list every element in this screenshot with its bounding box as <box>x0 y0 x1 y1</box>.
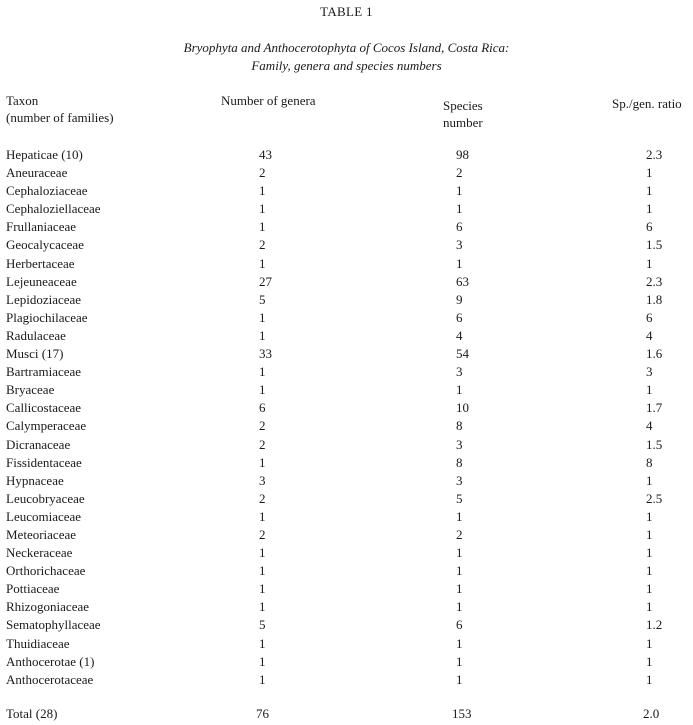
cell-genera: 2 <box>259 165 266 181</box>
cell-taxon: Orthorichaceae <box>6 563 86 579</box>
cell-species: 1 <box>456 581 463 597</box>
cell-taxon: Anthocerotaceae <box>6 671 94 687</box>
cell-taxon: Aneuraceae <box>6 165 68 181</box>
cell-ratio: 3 <box>646 364 653 380</box>
table-row <box>0 616 693 634</box>
table-number: TABLE 1 <box>320 4 373 19</box>
cell-genera: 1 <box>259 635 266 651</box>
cell-species: 3 <box>456 237 463 253</box>
cell-genera: 3 <box>259 472 266 488</box>
cell-ratio: 1.5 <box>646 237 663 253</box>
cell-genera: 2 <box>259 526 266 542</box>
table-row <box>0 200 693 218</box>
table-body <box>0 146 693 689</box>
cell-taxon: Leucomiaceae <box>6 508 82 524</box>
cell-genera: 1 <box>259 454 266 470</box>
cell-taxon: Herbertaceae <box>6 255 75 271</box>
cell-species: 1 <box>456 599 463 615</box>
table-row <box>0 345 693 363</box>
cell-genera: 2 <box>259 418 266 434</box>
header-ratio: Sp./gen. ratio <box>612 96 682 111</box>
table-row <box>0 291 693 309</box>
cell-ratio: 1 <box>646 599 653 615</box>
cell-ratio: 6 <box>646 219 653 235</box>
table-row <box>0 164 693 182</box>
cell-ratio: 1.5 <box>646 436 663 452</box>
cell-taxon: Bryaceae <box>6 382 55 398</box>
cell-species: 1 <box>456 545 463 561</box>
header-species <box>443 97 523 131</box>
cell-ratio: 2.3 <box>646 147 663 162</box>
cell-species: 1 <box>456 653 463 669</box>
cell-ratio: 1 <box>646 165 653 181</box>
cell-species: 1 <box>456 635 463 651</box>
table-row <box>0 146 693 164</box>
table-caption-line2: Family, genera and species numbers <box>251 58 442 73</box>
cell-species: 5 <box>456 490 463 506</box>
cell-species: 3 <box>456 472 463 488</box>
cell-taxon: Hypnaceae <box>6 472 64 488</box>
table-row <box>0 526 693 544</box>
table-row <box>0 236 693 254</box>
cell-taxon: Calymperaceae <box>6 418 87 434</box>
table-row <box>0 436 693 454</box>
cell-genera: 43 <box>259 147 272 162</box>
header-taxon-line1: Taxon <box>6 93 39 108</box>
cell-genera: 1 <box>259 201 266 217</box>
table-row <box>0 218 693 236</box>
cell-ratio: 1.8 <box>646 291 663 307</box>
cell-species: 8 <box>456 454 463 470</box>
cell-species: 54 <box>456 346 469 362</box>
cell-ratio: 1 <box>646 653 653 669</box>
table-row <box>0 381 693 399</box>
cell-taxon: Lejeuneaceae <box>6 273 77 289</box>
cell-genera: 27 <box>259 273 272 289</box>
cell-species: 6 <box>456 617 463 633</box>
cell-taxon: Thuidiaceae <box>6 635 70 651</box>
cell-genera: 1 <box>259 671 266 687</box>
table-row <box>0 363 693 381</box>
cell-species: 2 <box>456 165 463 181</box>
cell-taxon: Radulaceae <box>6 327 66 343</box>
cell-species: 6 <box>456 309 463 325</box>
table-row <box>0 273 693 291</box>
cell-ratio: 1 <box>646 635 653 651</box>
cell-species: 9 <box>456 291 463 307</box>
cell-species: 63 <box>456 273 469 289</box>
cell-taxon: Rhizogoniaceae <box>6 599 90 615</box>
cell-genera: 1 <box>259 508 266 524</box>
cell-genera: 1 <box>259 183 266 199</box>
cell-ratio: 8 <box>646 454 653 470</box>
header-taxon <box>6 92 176 126</box>
table-row <box>0 417 693 435</box>
table-row <box>0 309 693 327</box>
table-row <box>0 472 693 490</box>
cell-species: 3 <box>456 436 463 452</box>
cell-taxon: Plagiochilaceae <box>6 309 88 325</box>
cell-species: 1 <box>456 201 463 217</box>
header-species-line1: Species <box>443 98 483 113</box>
cell-ratio: 1 <box>646 563 653 579</box>
cell-taxon: Callicostaceae <box>6 400 82 416</box>
cell-species: 6 <box>456 219 463 235</box>
cell-genera: 1 <box>259 581 266 597</box>
cell-species: 1 <box>456 563 463 579</box>
table-row <box>0 635 693 653</box>
cell-taxon: Anthocerotae (1) <box>6 653 95 669</box>
cell-ratio: 1 <box>646 472 653 488</box>
cell-species: 10 <box>456 400 469 416</box>
cell-taxon: Cephaloziellaceae <box>6 201 101 217</box>
cell-taxon: Dicranaceae <box>6 436 71 452</box>
cell-genera: 2 <box>259 490 266 506</box>
cell-taxon: Cephaloziaceae <box>6 183 88 199</box>
cell-genera: 2 <box>259 237 266 253</box>
cell-ratio: 1 <box>646 255 653 271</box>
table-row <box>0 508 693 526</box>
cell-genera: 6 <box>259 400 266 416</box>
cell-ratio: 1 <box>646 201 653 217</box>
cell-taxon: Frullaniaceae <box>6 219 77 235</box>
cell-taxon: Leucobryaceae <box>6 490 85 506</box>
cell-genera: 1 <box>259 382 266 398</box>
cell-ratio: 4 <box>646 418 653 434</box>
cell-taxon: Lepidoziaceae <box>6 291 82 307</box>
table-row <box>0 544 693 562</box>
cell-genera: 1 <box>259 563 266 579</box>
cell-ratio: 1 <box>646 581 653 597</box>
cell-taxon: Fissidentaceae <box>6 454 82 470</box>
cell-genera: 5 <box>259 617 266 633</box>
cell-ratio: 1 <box>646 382 653 398</box>
cell-taxon: Pottiaceae <box>6 581 60 597</box>
cell-species: 8 <box>456 418 463 434</box>
cell-species: 1 <box>456 671 463 687</box>
cell-taxon: Meteoriaceae <box>6 526 77 542</box>
table-row <box>0 182 693 200</box>
cell-ratio: 1 <box>646 183 653 199</box>
cell-genera: 5 <box>259 291 266 307</box>
cell-taxon: Hepaticae (10) <box>6 147 83 162</box>
table-row <box>0 653 693 671</box>
cell-ratio: 1 <box>646 545 653 561</box>
cell-species: 98 <box>456 147 469 162</box>
total-genera: 76 <box>256 706 269 721</box>
cell-genera: 1 <box>259 255 266 271</box>
table-row <box>0 454 693 472</box>
cell-ratio: 1 <box>646 671 653 687</box>
cell-species: 3 <box>456 364 463 380</box>
total-species: 153 <box>452 706 472 721</box>
table-row <box>0 255 693 273</box>
total-taxon: Total (28) <box>6 706 58 721</box>
cell-ratio: 4 <box>646 327 653 343</box>
cell-taxon: Sematophyllaceae <box>6 617 101 633</box>
cell-genera: 1 <box>259 364 266 380</box>
cell-genera: 1 <box>259 309 266 325</box>
cell-taxon: Neckeraceae <box>6 545 73 561</box>
header-taxon-line2: (number of families) <box>6 110 114 125</box>
cell-ratio: 2.5 <box>646 490 663 506</box>
table-row <box>0 562 693 580</box>
header-genera: Number of genera <box>221 93 316 108</box>
cell-species: 4 <box>456 327 463 343</box>
cell-genera: 1 <box>259 599 266 615</box>
cell-taxon: Bartramiaceae <box>6 364 82 380</box>
cell-genera: 1 <box>259 219 266 235</box>
table-total-row <box>0 705 693 723</box>
cell-genera: 1 <box>259 653 266 669</box>
table-row <box>0 580 693 598</box>
cell-ratio: 1.7 <box>646 400 663 416</box>
cell-genera: 33 <box>259 346 272 362</box>
cell-species: 1 <box>456 382 463 398</box>
cell-genera: 1 <box>259 327 266 343</box>
cell-genera: 2 <box>259 436 266 452</box>
header-species-line2: number <box>443 115 483 130</box>
cell-species: 1 <box>456 183 463 199</box>
cell-taxon: Musci (17) <box>6 346 64 362</box>
cell-ratio: 1 <box>646 526 653 542</box>
cell-ratio: 1.6 <box>646 346 663 362</box>
cell-ratio: 6 <box>646 309 653 325</box>
total-ratio: 2.0 <box>643 706 660 721</box>
table-row <box>0 327 693 345</box>
cell-ratio: 1.2 <box>646 617 663 633</box>
cell-species: 2 <box>456 526 463 542</box>
cell-genera: 1 <box>259 545 266 561</box>
table-row <box>0 598 693 616</box>
cell-ratio: 1 <box>646 508 653 524</box>
cell-taxon: Geocalycaceae <box>6 237 84 253</box>
table-row <box>0 671 693 689</box>
table-row <box>0 399 693 417</box>
cell-species: 1 <box>456 255 463 271</box>
table-row <box>0 490 693 508</box>
cell-species: 1 <box>456 508 463 524</box>
cell-ratio: 2.3 <box>646 273 663 289</box>
table-caption-line1: Bryophyta and Anthocerotophyta of Cocos Island, Costa Rica: <box>183 40 510 55</box>
